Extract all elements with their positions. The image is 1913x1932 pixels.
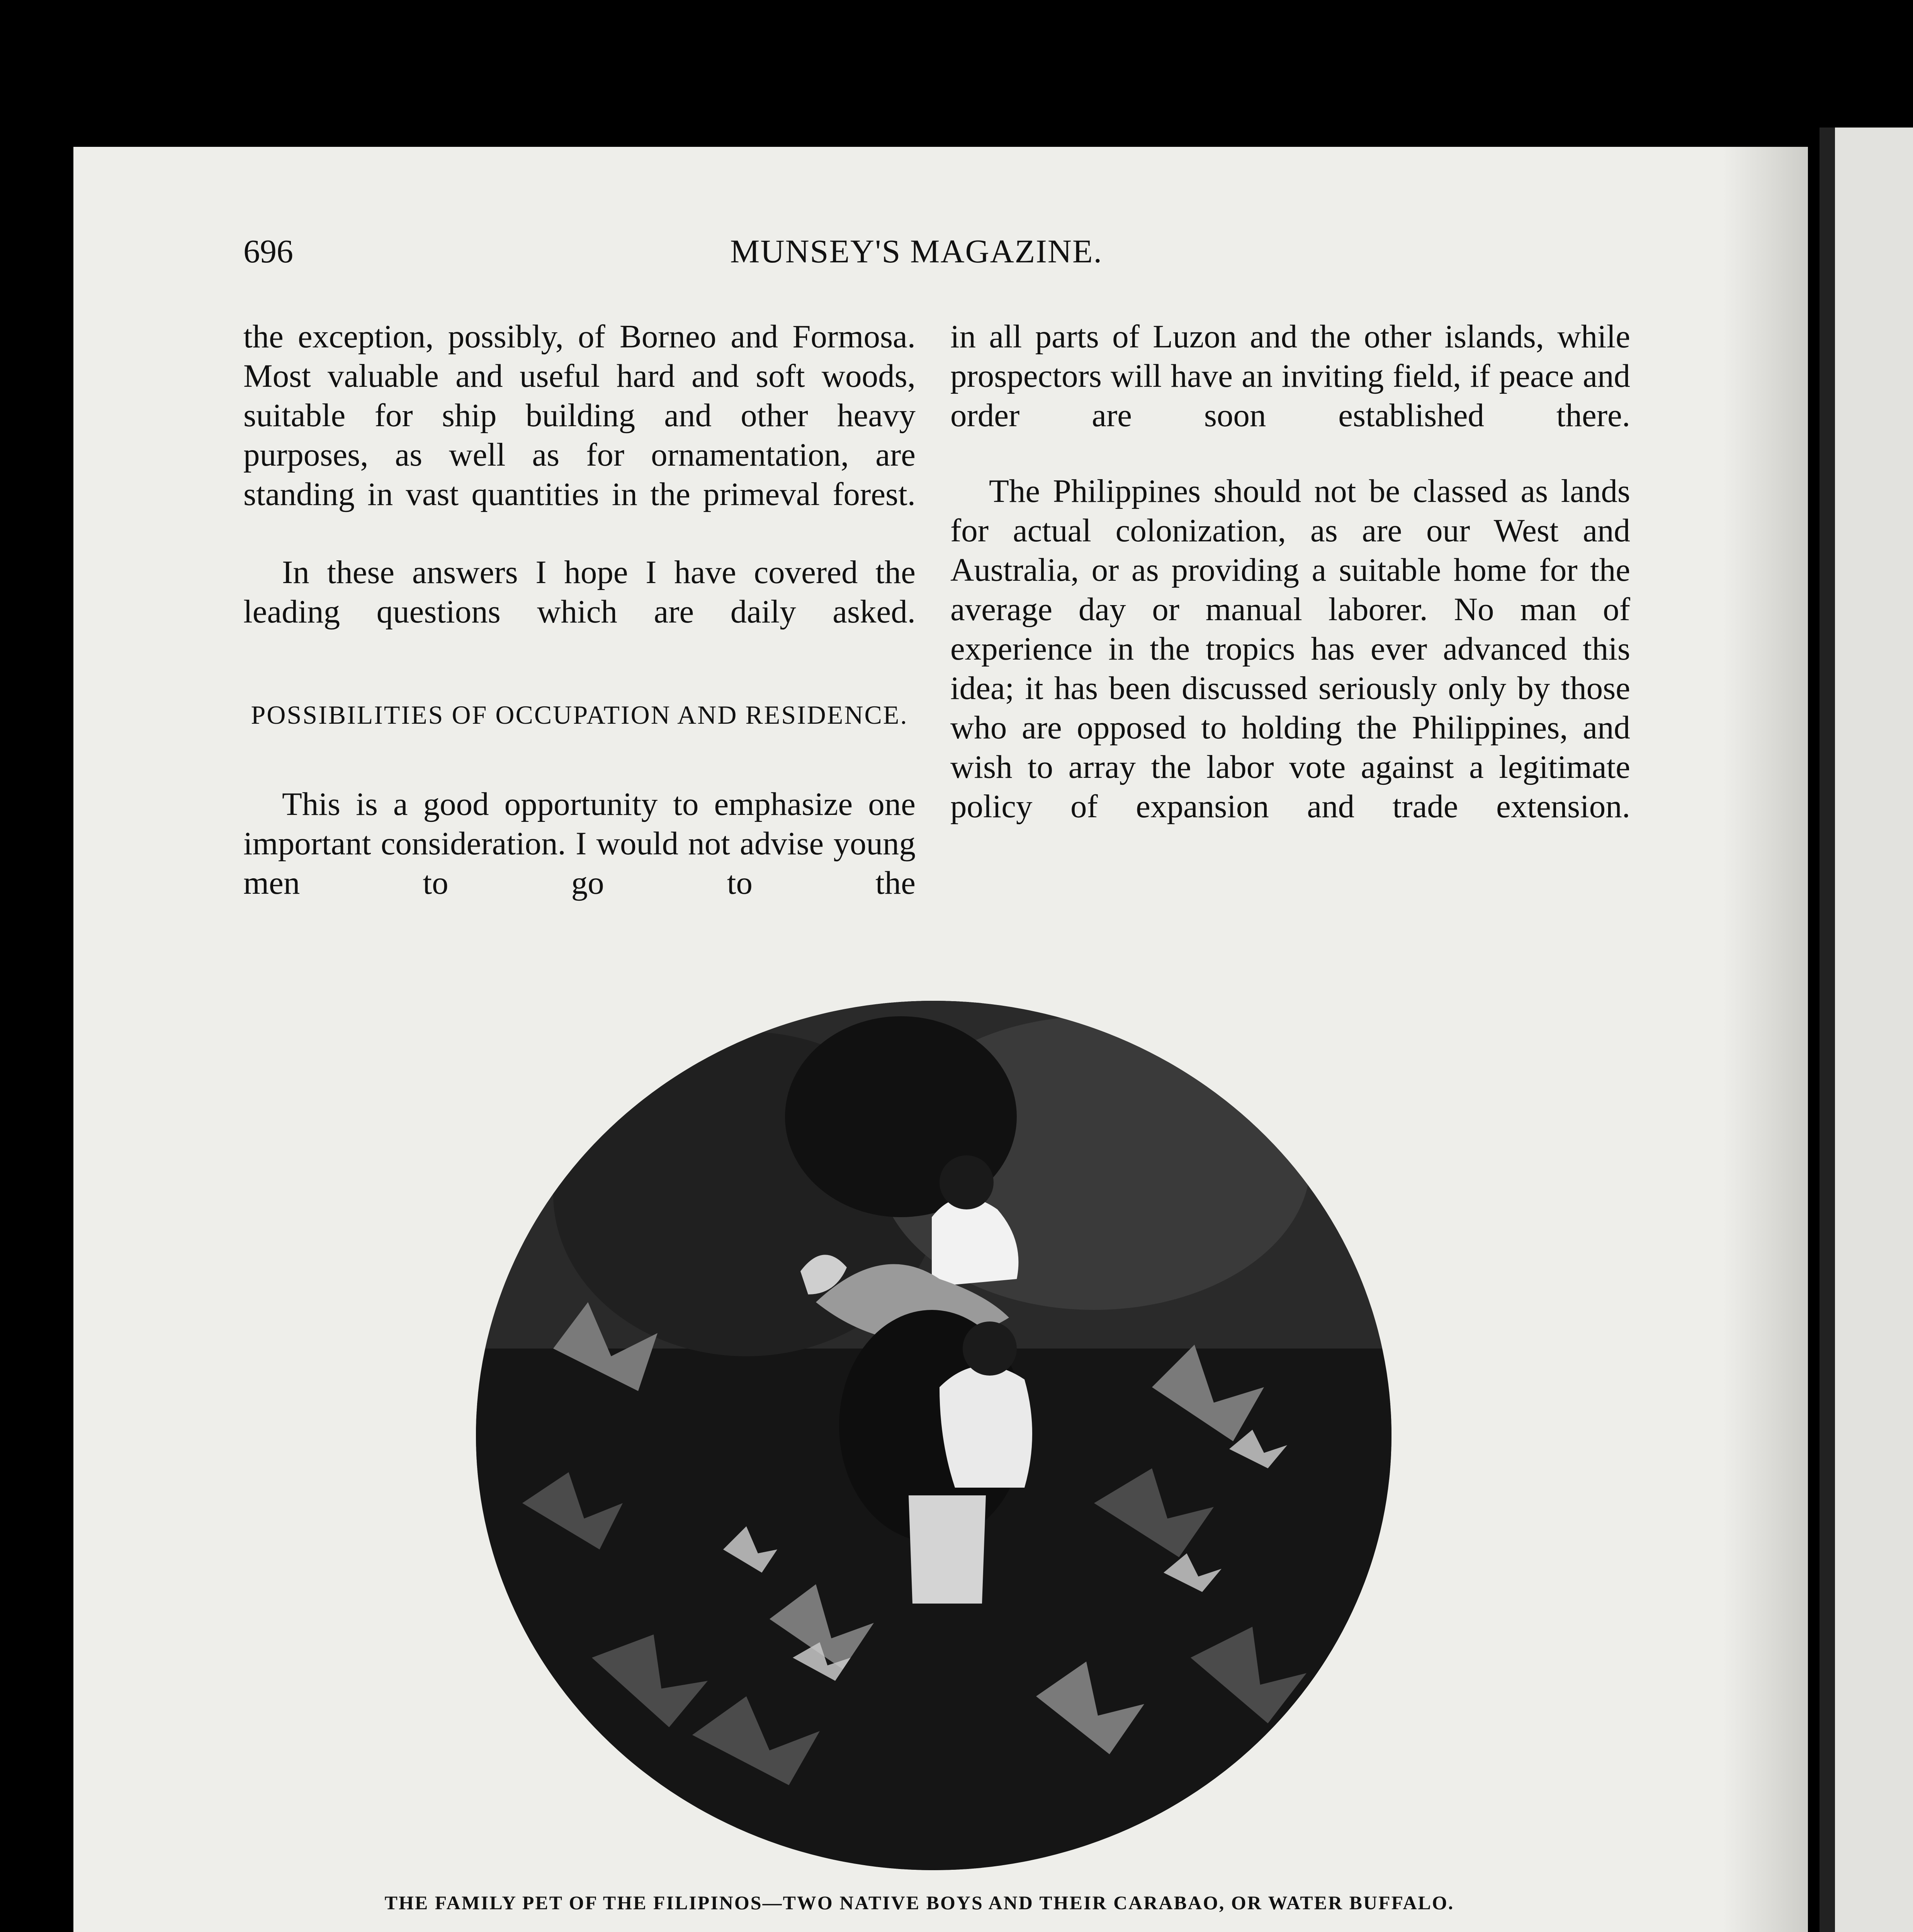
gutter-shadow [1723, 147, 1808, 1932]
facing-page-binding [1820, 128, 1835, 1932]
top-left-paragraph-3: This is a good opportunity to emphasize one important consideration. I would not advise young men to go to the [243, 786, 916, 901]
page-number: 696 [243, 233, 293, 270]
top-right-paragraph-2: The Philippines should not be classed as lands for actual colonization, as are our West and Australia, or as providing a suitable home for the average day or manual laborer. No man of experience in the tropics has ever advanced this idea; it has been discussed seriously only by those who are opposed to holding the Philippines, and wish to array the labor vote against a legitimate policy of expansion and trade extension. [950, 473, 1630, 825]
top-left-paragraph-2: In these answers I hope I have covered the leading questions which are daily asked. [243, 554, 916, 630]
facing-page-edge [1820, 128, 1913, 1932]
top-left-paragraph-1: the exception, possibly, of Borneo and Formosa. Most valuable and useful hard and soft woods, suitable for ship building and other heavy purposes, as well as for ornamentation, are standing in vast quantities in the primeval forest. [243, 318, 916, 512]
carabao-photograph [476, 1001, 1391, 1870]
running-head: MUNSEY'S MAGAZINE. [730, 233, 1103, 270]
top-right-paragraph-1: in all parts of Luzon and the other islands, while prospectors will have an inviting field, if peace and order are soon established there. [950, 318, 1630, 434]
section-heading: POSSIBILITIES OF OCCUPATION AND RESIDENCE. [251, 700, 908, 730]
photo-caption: THE FAMILY PET OF THE FILIPINOS—TWO NATIVE BOYS AND THEIR CARABAO, OR WATER BUFFALO. [384, 1892, 1454, 1913]
